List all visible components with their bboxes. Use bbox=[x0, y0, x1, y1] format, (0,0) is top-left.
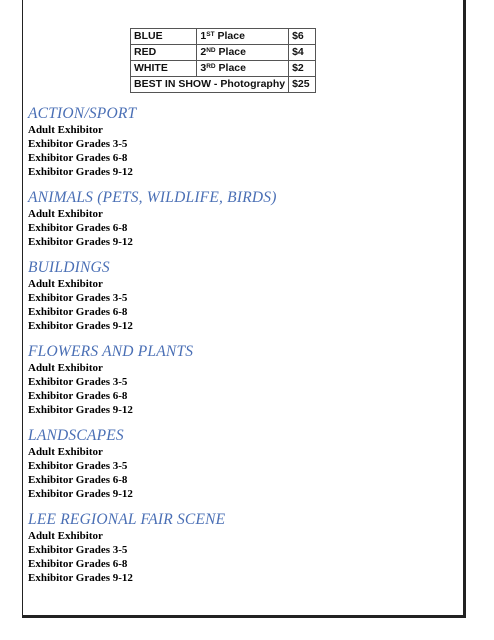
place-number: 1 bbox=[200, 30, 207, 42]
list-item: Exhibitor Grades 6-8 bbox=[28, 222, 128, 234]
list-item: Exhibitor Grades 9-12 bbox=[28, 404, 133, 416]
place-word: Place bbox=[214, 30, 245, 42]
list-item: Exhibitor Grades 6-8 bbox=[28, 390, 128, 402]
list-item: Exhibitor Grades 9-12 bbox=[28, 236, 133, 248]
amount-cell: $6 bbox=[289, 29, 316, 45]
place-cell bbox=[197, 29, 289, 45]
list-item: Exhibitor Grades 9-12 bbox=[28, 488, 133, 500]
prize-table bbox=[130, 28, 316, 93]
amount-cell: $2 bbox=[289, 61, 316, 77]
category-list bbox=[28, 105, 448, 595]
table-row bbox=[131, 61, 316, 77]
place-suffix: ND bbox=[206, 47, 216, 54]
section-title: FLOWERS AND PLANTS bbox=[28, 343, 194, 360]
place-suffix: RD bbox=[206, 63, 216, 70]
amount-cell: $25 bbox=[289, 77, 316, 93]
list-item: Adult Exhibitor bbox=[28, 362, 103, 374]
category-section bbox=[28, 343, 448, 417]
category-section bbox=[28, 427, 448, 501]
list-item: Exhibitor Grades 3-5 bbox=[28, 544, 128, 556]
category-section bbox=[28, 189, 448, 249]
place-word: Place bbox=[215, 46, 246, 58]
category-section bbox=[28, 511, 448, 585]
section-title: ANIMALS (PETS, WILDLIFE, BIRDS) bbox=[28, 189, 277, 206]
place-number: 3 bbox=[200, 62, 207, 74]
list-item: Exhibitor Grades 3-5 bbox=[28, 138, 128, 150]
ribbon-cell: BLUE bbox=[131, 29, 197, 45]
list-item: Adult Exhibitor bbox=[28, 124, 103, 136]
list-item: Exhibitor Grades 3-5 bbox=[28, 460, 128, 472]
place-word: Place bbox=[215, 62, 246, 74]
ribbon-cell: WHITE bbox=[131, 61, 197, 77]
section-title: ACTION/SPORT bbox=[28, 105, 137, 122]
table-row bbox=[131, 77, 316, 93]
list-item: Exhibitor Grades 6-8 bbox=[28, 558, 128, 570]
list-item: Adult Exhibitor bbox=[28, 278, 103, 290]
table-row bbox=[131, 45, 316, 61]
list-item: Exhibitor Grades 3-5 bbox=[28, 376, 128, 388]
best-in-show-cell: BEST IN SHOW - Photography bbox=[131, 77, 289, 93]
list-item: Exhibitor Grades 3-5 bbox=[28, 292, 128, 304]
section-title: LANDSCAPES bbox=[28, 427, 124, 444]
section-title: LEE REGIONAL FAIR SCENE bbox=[28, 511, 226, 528]
section-title: BUILDINGS bbox=[28, 259, 110, 276]
place-number: 2 bbox=[200, 46, 207, 58]
ribbon-cell: RED bbox=[131, 45, 197, 61]
place-suffix: ST bbox=[206, 31, 215, 38]
place-cell bbox=[197, 45, 289, 61]
list-item: Exhibitor Grades 6-8 bbox=[28, 474, 128, 486]
list-item: Exhibitor Grades 9-12 bbox=[28, 166, 133, 178]
list-item: Adult Exhibitor bbox=[28, 446, 103, 458]
list-item: Adult Exhibitor bbox=[28, 208, 103, 220]
place-cell bbox=[197, 61, 289, 77]
category-section bbox=[28, 259, 448, 333]
list-item: Exhibitor Grades 9-12 bbox=[28, 572, 133, 584]
amount-cell: $4 bbox=[289, 45, 316, 61]
list-item: Exhibitor Grades 6-8 bbox=[28, 306, 128, 318]
table-row bbox=[131, 29, 316, 45]
category-section bbox=[28, 105, 448, 179]
list-item: Adult Exhibitor bbox=[28, 530, 103, 542]
list-item: Exhibitor Grades 9-12 bbox=[28, 320, 133, 332]
list-item: Exhibitor Grades 6-8 bbox=[28, 152, 128, 164]
